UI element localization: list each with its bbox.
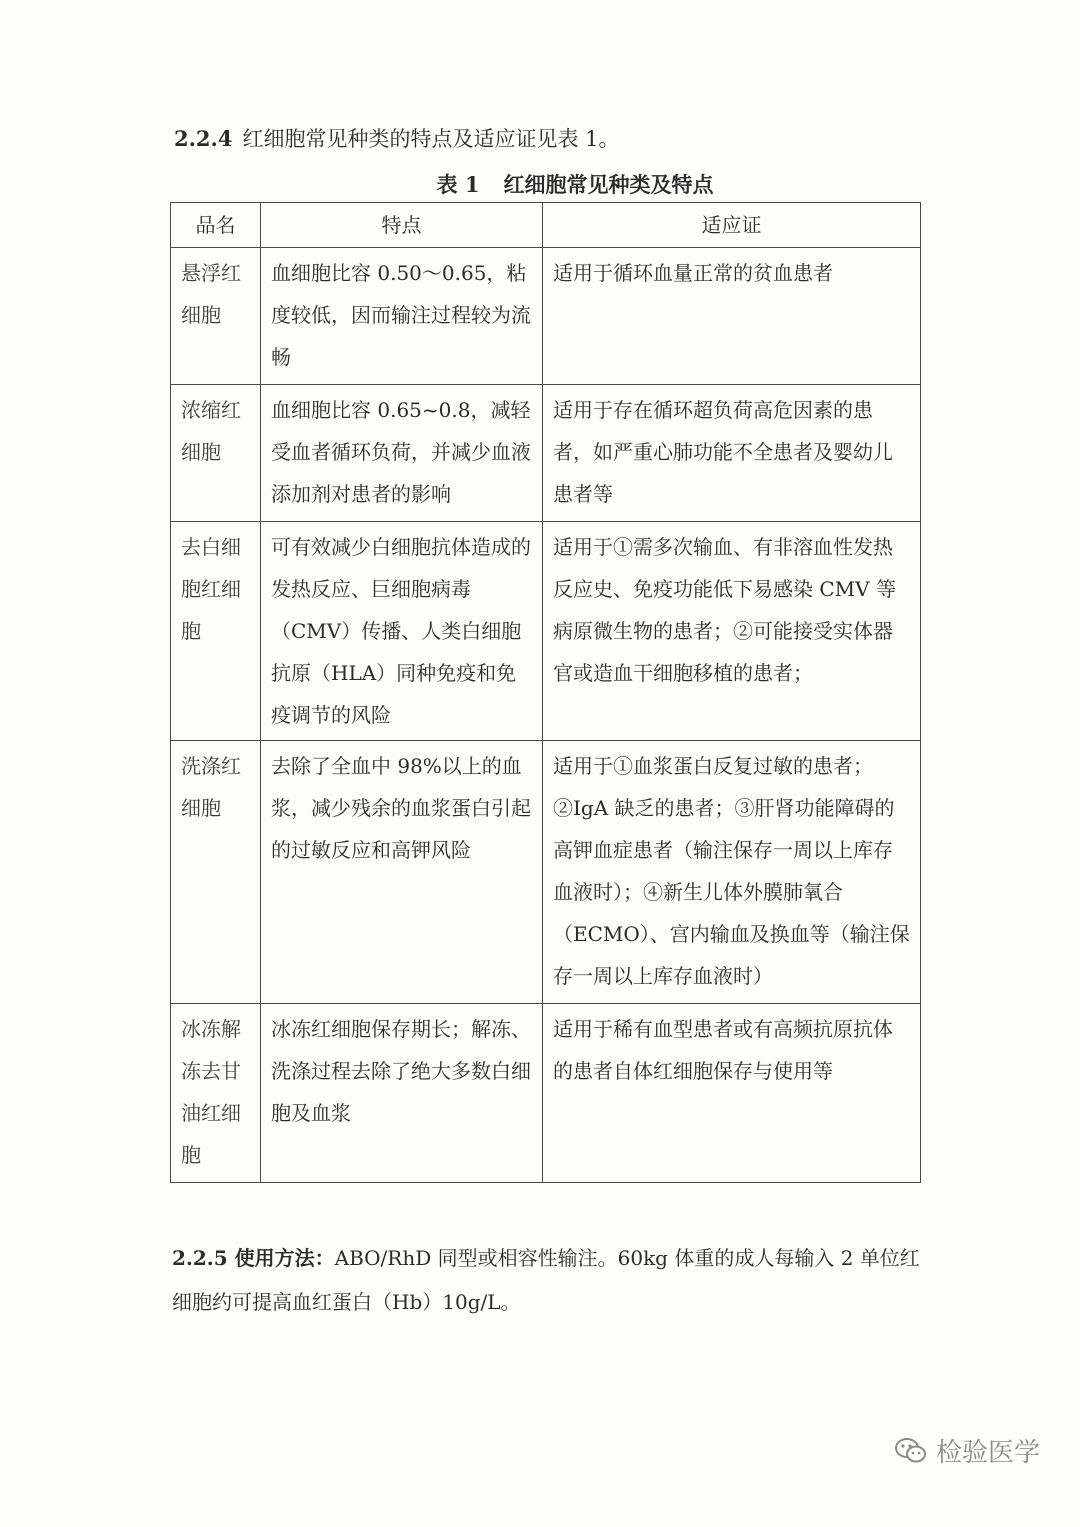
header-indications: 适应证 [543, 203, 921, 248]
table-caption [0, 170, 1080, 200]
table-row [171, 385, 921, 522]
product-name-cell: 去白细胞红细胞 [171, 522, 261, 741]
wechat-icon [894, 1436, 928, 1466]
usage-label: 2.2.5 使用方法： [172, 1246, 335, 1270]
features-cell: 血细胞比容 0.50～0.65，粘度较低，因而输注过程较为流畅 [261, 248, 543, 385]
indications-cell: 适用于①需多次输血、有非溶血性发热反应史、免疫功能低下易感染 CMV 等病原微生物的患者；②可能接受实体器官或造血干细胞移植的患者； [543, 522, 921, 741]
table-caption-title: 红细胞常见种类及特点 [503, 172, 714, 197]
features-cell: 去除了全血中 98%以上的血浆，减少残余的血浆蛋白引起的过敏反应和高钾风险 [261, 741, 543, 1004]
section-heading [174, 124, 620, 154]
features-cell: 血细胞比容 0.65~0.8，减轻受血者循环负荷，并减少血液添加剂对患者的影响 [261, 385, 543, 522]
usage-text: ABO/RhD 同型或相容性输注。60kg 体重的成人每输入 2 单位红细胞约可提高血红蛋白（Hb）10g/L。 [172, 1246, 920, 1314]
indications-cell: 适用于①血浆蛋白反复过敏的患者；②IgA 缺乏的患者；③肝肾功能障碍的高钾血症患者（输注保存一周以上库存血液时）；④新生儿体外膜肺氧合（ECMO）、宫内输血及换血等（输注保存一周以上库存血液时） [543, 741, 921, 1004]
features-cell: 冰冻红细胞保存期长；解冻、洗涤过程去除了绝大多数白细胞及血浆 [261, 1004, 543, 1183]
indications-cell: 适用于存在循环超负荷高危因素的患者，如严重心肺功能不全患者及婴幼儿患者等 [543, 385, 921, 522]
table-header-row [171, 203, 921, 248]
header-name: 品名 [171, 203, 261, 248]
red-cell-types-table [170, 202, 921, 1183]
usage-paragraph [172, 1236, 932, 1324]
table-row [171, 522, 921, 741]
product-name-cell: 浓缩红细胞 [171, 385, 261, 522]
table-row [171, 248, 921, 385]
product-name-cell: 洗涤红细胞 [171, 741, 261, 1004]
product-name-cell: 悬浮红细胞 [171, 248, 261, 385]
table-row [171, 741, 921, 1004]
section-number: 2.2.4 [174, 126, 233, 151]
header-features: 特点 [261, 203, 543, 248]
features-cell: 可有效减少白细胞抗体造成的发热反应、巨细胞病毒（CMV）传播、人类白细胞抗原（HLA）同种免疫和免疫调节的风险 [261, 522, 543, 741]
table-row [171, 1004, 921, 1183]
table-caption-label: 表 1 [436, 172, 480, 197]
watermark-text: 检验医学 [935, 1438, 1040, 1468]
watermark [894, 1432, 1040, 1469]
product-name-cell: 冰冻解冻去甘油红细胞 [171, 1004, 261, 1183]
section-heading-text: 红细胞常见种类的特点及适应证见表 1。 [242, 127, 620, 151]
indications-cell: 适用于循环血量正常的贫血患者 [543, 248, 921, 385]
indications-cell: 适用于稀有血型患者或有高频抗原抗体的患者自体红细胞保存与使用等 [543, 1004, 921, 1183]
